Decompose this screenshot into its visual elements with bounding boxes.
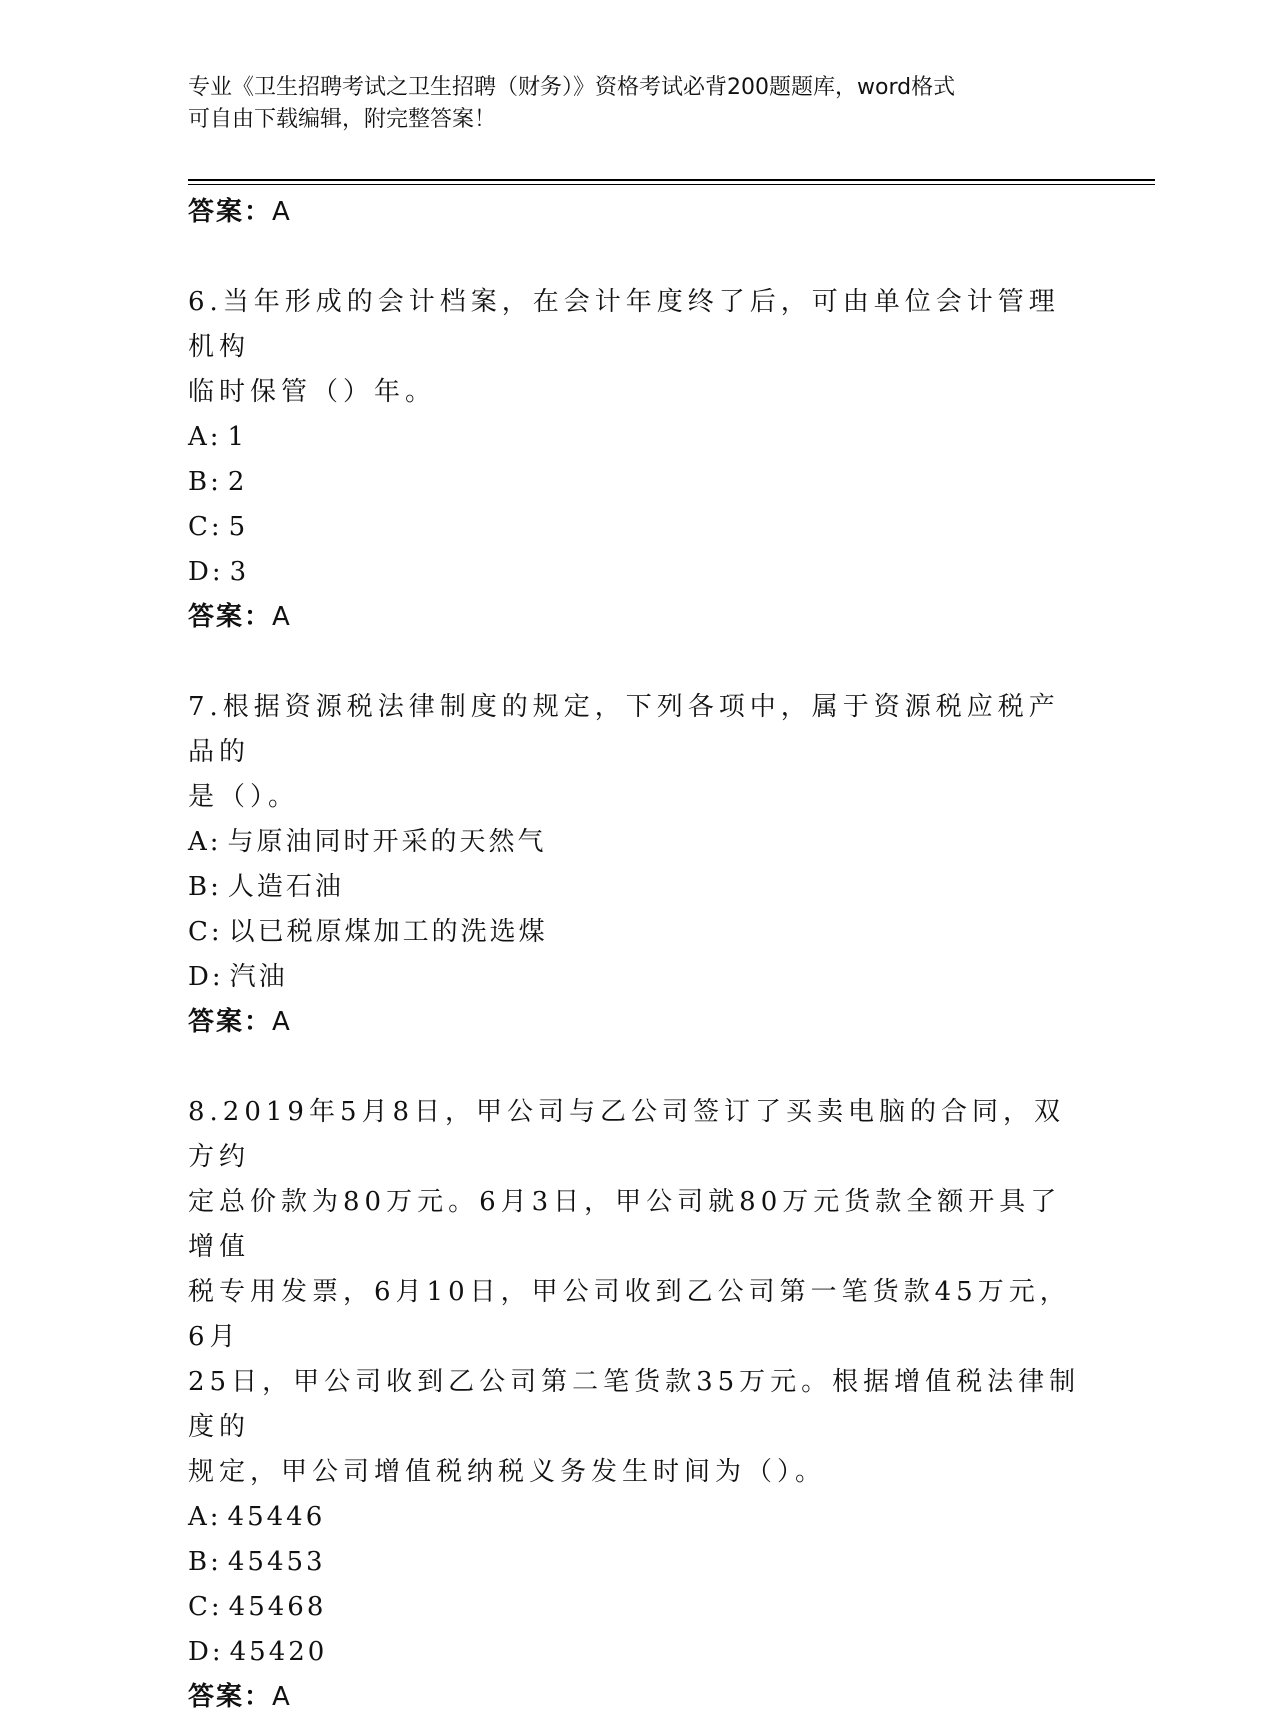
- option-b: [188, 865, 1088, 910]
- option-text: 与原油同时开采的天然气: [227, 827, 547, 857]
- answer-label: 答案：: [188, 1007, 273, 1037]
- option-letter: A:: [188, 422, 222, 452]
- question-stem: [188, 1090, 1088, 1495]
- answer-value: A: [272, 1682, 292, 1712]
- option-letter: A:: [188, 1502, 222, 1532]
- option-a: [188, 415, 1088, 460]
- answer-label: 答案：: [188, 197, 273, 227]
- answer-line: [188, 1675, 1088, 1720]
- option-letter: C:: [188, 512, 223, 542]
- option-text: 3: [229, 557, 250, 587]
- question-stem: [188, 280, 1088, 415]
- option-d: [188, 1630, 1088, 1675]
- option-text: 1: [227, 422, 248, 452]
- answer-line: [188, 190, 1088, 235]
- option-text: 45420: [229, 1637, 328, 1667]
- question-8: [188, 1090, 1088, 1720]
- stem-line: 临时保管（）年。: [188, 377, 437, 407]
- question-stem: [188, 685, 1088, 820]
- option-letter: A:: [188, 827, 222, 857]
- answer-value: A: [272, 197, 292, 227]
- option-letter: C:: [188, 1592, 223, 1622]
- page-header: [188, 72, 1088, 136]
- option-text: 45453: [227, 1547, 326, 1577]
- answer-label: 答案：: [188, 1682, 273, 1712]
- question-7: [188, 685, 1088, 1045]
- option-text: 45468: [228, 1592, 327, 1622]
- stem-line: 7.根据资源税法律制度的规定，下列各项中，属于资源税应税产品的: [188, 692, 1060, 767]
- stem-line: 规定，甲公司增值税纳税义务发生时间为（）。: [188, 1457, 827, 1487]
- header-line-2: 可自由下载编辑，附完整答案！: [188, 107, 497, 132]
- option-a: [188, 820, 1088, 865]
- stem-line: 6.当年形成的会计档案，在会计年度终了后，可由单位会计管理机构: [188, 287, 1060, 362]
- option-letter: B:: [188, 1547, 222, 1577]
- option-letter: D:: [188, 962, 224, 992]
- answer-line: [188, 595, 1088, 640]
- header-line-1: 专业《卫生招聘考试之卫生招聘（财务）》资格考试必背200题题库，word格式: [188, 75, 956, 100]
- option-c: [188, 1585, 1088, 1630]
- question-6: [188, 280, 1088, 640]
- answer-value: A: [272, 602, 292, 632]
- option-d: [188, 955, 1088, 1000]
- option-text: 人造石油: [227, 872, 344, 902]
- option-letter: B:: [188, 467, 222, 497]
- answer-label: 答案：: [188, 602, 273, 632]
- header-rule-thick: [188, 179, 1155, 181]
- option-text: 以已税原煤加工的洗选煤: [228, 917, 548, 947]
- option-b: [188, 460, 1088, 505]
- option-c: [188, 910, 1088, 955]
- stem-line: 25日，甲公司收到乙公司第二笔货款35万元。根据增值税法律制度的: [188, 1367, 1081, 1442]
- option-text: 汽油: [229, 962, 288, 992]
- option-text: 45446: [227, 1502, 326, 1532]
- option-b: [188, 1540, 1088, 1585]
- answer-value: A: [272, 1007, 292, 1037]
- option-letter: B:: [188, 872, 222, 902]
- option-text: 5: [228, 512, 249, 542]
- option-letter: C:: [188, 917, 223, 947]
- option-d: [188, 550, 1088, 595]
- option-text: 2: [227, 467, 248, 497]
- answer-line: [188, 1000, 1088, 1045]
- option-c: [188, 505, 1088, 550]
- stem-line: 定总价款为80万元。6月3日，甲公司就80万元货款全额开具了增值: [188, 1187, 1062, 1262]
- stem-line: 是（）。: [188, 782, 300, 812]
- option-letter: D:: [188, 1637, 224, 1667]
- stem-line: 8.2019年5月8日，甲公司与乙公司签订了买卖电脑的合同，双方约: [188, 1097, 1066, 1172]
- stem-line: 税专用发票，6月10日，甲公司收到乙公司第一笔货款45万元，6月: [188, 1277, 1071, 1352]
- option-a: [188, 1495, 1088, 1540]
- document-body: [188, 190, 1088, 1720]
- header-rule-thin: [188, 184, 1155, 185]
- option-letter: D:: [188, 557, 224, 587]
